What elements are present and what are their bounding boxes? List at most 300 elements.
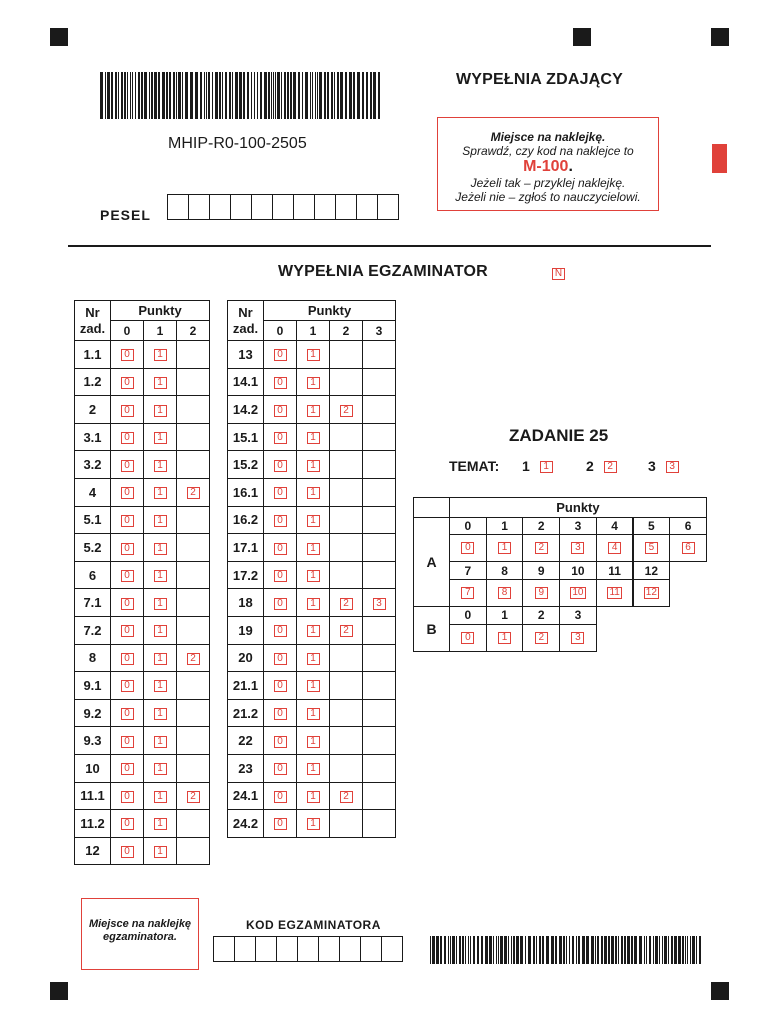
mid-table-score-cell <box>297 672 330 700</box>
mid-table-score-cell <box>297 534 330 562</box>
examiner-code-cell[interactable] <box>318 936 340 962</box>
left-table-row <box>75 561 210 589</box>
task25-a-col-header: 11 <box>596 561 634 580</box>
left-table-score-box[interactable]: 1 <box>154 708 167 720</box>
left-table-score-box[interactable]: 0 <box>121 543 134 555</box>
left-table-score-cell <box>111 672 144 700</box>
mid-table-row <box>228 478 396 506</box>
left-table-score-cell <box>111 423 144 451</box>
left-table-score-cell <box>177 506 210 534</box>
mid-table-row <box>228 672 396 700</box>
examiner-code-cell[interactable] <box>276 936 298 962</box>
mid-table-score-cell <box>363 810 396 838</box>
left-table-row <box>75 727 210 755</box>
task25-b-col-header: 1 <box>486 606 524 625</box>
examiner-code-cell[interactable] <box>234 936 256 962</box>
left-table-task-number: 10 <box>75 754 111 782</box>
left-table-score-box[interactable]: 0 <box>121 570 134 582</box>
mid-table-row <box>228 561 396 589</box>
task25-b-col-header: 3 <box>559 606 597 625</box>
mid-table-score-box[interactable]: 0 <box>274 598 287 610</box>
mid-table-task-number: 22 <box>228 727 264 755</box>
mid-table-score-cell <box>330 589 363 617</box>
topic-option-3[interactable] <box>648 458 679 474</box>
pesel-cell[interactable] <box>251 194 273 220</box>
side-red-mark <box>712 144 727 173</box>
mid-table-task-number: 17.2 <box>228 561 264 589</box>
left-table-score-cell <box>144 478 177 506</box>
mid-table-score-box[interactable]: 1 <box>307 405 320 417</box>
left-table-score-box[interactable]: 1 <box>154 487 167 499</box>
left-table-score-box[interactable]: 0 <box>121 680 134 692</box>
left-table-score-cell <box>111 561 144 589</box>
left-table-score-cell <box>177 754 210 782</box>
mid-table-score-cell <box>264 810 297 838</box>
left-table-score-cell <box>177 810 210 838</box>
left-table-row <box>75 341 210 369</box>
mid-table-score-box[interactable]: 1 <box>307 680 320 692</box>
left-table-score-box[interactable]: 0 <box>121 487 134 499</box>
left-table-score-cell <box>177 837 210 865</box>
pesel-cell[interactable] <box>209 194 231 220</box>
left-table-score-cell <box>144 672 177 700</box>
task25-a-score-cell <box>449 534 487 562</box>
mid-table-score-box[interactable]: 0 <box>274 349 287 361</box>
mid-table-task-number: 21.1 <box>228 672 264 700</box>
left-table-score-cell <box>144 754 177 782</box>
left-table-score-cell <box>177 644 210 672</box>
mid-table-score-box[interactable]: 0 <box>274 818 287 830</box>
task25-a-score-box[interactable]: 5 <box>645 542 658 554</box>
left-table-row <box>75 754 210 782</box>
task25-a-col-header: 0 <box>449 517 487 536</box>
task25-corner-cell <box>413 497 450 518</box>
left-table-score-box[interactable]: 0 <box>121 405 134 417</box>
mid-table-score-cell <box>264 368 297 396</box>
pesel-cell[interactable] <box>167 194 189 220</box>
left-table-score-box[interactable]: 2 <box>187 791 200 803</box>
left-table-score-box[interactable]: 0 <box>121 598 134 610</box>
left-table-score-box[interactable]: 1 <box>154 680 167 692</box>
mid-table-score-cell <box>363 561 396 589</box>
task25-a-col-header: 4 <box>596 517 634 536</box>
mid-table-score-box[interactable]: 1 <box>307 460 320 472</box>
mid-table-score-box[interactable]: 1 <box>307 818 320 830</box>
task25-a-score-box[interactable]: 0 <box>461 542 474 554</box>
left-table-score-box[interactable]: 1 <box>154 570 167 582</box>
left-table-score-cell <box>177 368 210 396</box>
task25-a-score-cell <box>486 534 524 562</box>
mid-table-score-cell <box>330 478 363 506</box>
task25-a-score-cell <box>559 579 597 607</box>
left-table-score-cell <box>144 644 177 672</box>
mid-table-score-cell <box>297 699 330 727</box>
mid-table-score-cell <box>264 727 297 755</box>
mid-table-score-cell <box>363 644 396 672</box>
left-table-nr-label: Nr <box>85 304 100 320</box>
left-table-score-cell <box>111 837 144 865</box>
examiner-sticker-line-2: egzaminatora. <box>103 931 177 943</box>
left-table-row <box>75 396 210 424</box>
sticker-line-1: Miejsce na naklejkę. <box>490 130 606 144</box>
mid-table-score-cell <box>363 423 396 451</box>
task25-a-col-header: 6 <box>669 517 707 536</box>
mid-table-task-number: 24.2 <box>228 810 264 838</box>
examiner-code-cell[interactable] <box>297 936 319 962</box>
mid-table-score-cell <box>264 782 297 810</box>
mid-table-col-header: 3 <box>363 321 396 341</box>
left-table-task-number: 7.1 <box>75 589 111 617</box>
pesel-cell[interactable] <box>356 194 378 220</box>
mid-table-score-cell <box>330 644 363 672</box>
topic-option-2[interactable] <box>586 458 617 474</box>
left-table-score-box[interactable]: 0 <box>121 432 134 444</box>
mid-table-score-box[interactable]: 0 <box>274 763 287 775</box>
examiner-code-cell[interactable] <box>381 936 403 962</box>
mid-table-score-box[interactable]: 0 <box>274 377 287 389</box>
examiner-code-cell[interactable] <box>360 936 382 962</box>
left-table-score-box[interactable]: 0 <box>121 349 134 361</box>
examiner-sticker-placeholder <box>81 898 199 970</box>
task25-a-col-header: 3 <box>559 517 597 536</box>
mid-table-score-cell <box>363 534 396 562</box>
topic-2-box[interactable]: 2 <box>604 461 617 473</box>
barcode-top <box>100 72 383 119</box>
mid-table-task-number: 15.2 <box>228 451 264 479</box>
left-table-col-header: 0 <box>111 321 144 341</box>
left-table-score-box[interactable]: 0 <box>121 708 134 720</box>
mid-table-score-cell <box>297 589 330 617</box>
left-table-score-cell <box>177 478 210 506</box>
pesel-cell[interactable] <box>293 194 315 220</box>
left-table-score-box[interactable]: 1 <box>154 543 167 555</box>
task25-a-score-box[interactable]: 8 <box>498 587 511 599</box>
pesel-cell[interactable] <box>377 194 399 220</box>
mid-table-score-box[interactable]: 1 <box>307 377 320 389</box>
left-table-task-number: 4 <box>75 478 111 506</box>
left-table-score-box[interactable]: 0 <box>121 736 134 748</box>
mid-table-score-box[interactable]: 0 <box>274 515 287 527</box>
sticker-code: M-100 <box>523 158 569 175</box>
mid-table-score-box[interactable]: 0 <box>274 543 287 555</box>
left-table-score-cell <box>111 396 144 424</box>
left-table-task-number: 2 <box>75 396 111 424</box>
registration-mark-top-left <box>50 28 68 46</box>
left-table-score-cell <box>144 341 177 369</box>
pesel-cell[interactable] <box>335 194 357 220</box>
examiner-code-cell[interactable] <box>255 936 277 962</box>
left-table-score-box[interactable]: 1 <box>154 377 167 389</box>
left-table-score-cell <box>177 534 210 562</box>
mid-table-score-box[interactable]: 2 <box>340 791 353 803</box>
task25-b-score-box[interactable]: 1 <box>498 632 511 644</box>
mid-table-row <box>228 616 396 644</box>
sticker-line-2: Sprawdź, czy kod na naklejce to <box>462 144 634 158</box>
left-table-score-box[interactable]: 0 <box>121 846 134 858</box>
left-table-score-cell <box>144 451 177 479</box>
n-checkbox[interactable] <box>552 265 565 283</box>
left-table-task-number: 7.2 <box>75 616 111 644</box>
mid-table-task-number: 14.2 <box>228 396 264 424</box>
mid-table-score-box[interactable]: 0 <box>274 680 287 692</box>
mid-table-row <box>228 644 396 672</box>
mid-table-score-cell <box>297 727 330 755</box>
mid-table-score-cell <box>363 616 396 644</box>
mid-table-score-box[interactable]: 1 <box>307 708 320 720</box>
examiner-code-input[interactable] <box>213 936 403 962</box>
task25-a-score-cell <box>449 579 487 607</box>
left-table-score-box[interactable]: 0 <box>121 763 134 775</box>
task25-score-table <box>413 497 707 654</box>
mid-table-score-box[interactable]: 1 <box>307 487 320 499</box>
left-table-row <box>75 423 210 451</box>
mid-table-task-number: 18 <box>228 589 264 617</box>
examiner-code-label: KOD EGZAMINATORA <box>246 918 381 932</box>
task25-a-score-box[interactable]: 10 <box>572 587 584 599</box>
task25-a-score-cell <box>669 534 707 562</box>
task25-a-score-box[interactable]: 4 <box>608 542 621 554</box>
mid-table-score-cell <box>264 423 297 451</box>
left-table-task-number: 3.1 <box>75 423 111 451</box>
task25-a-score-cell <box>559 534 597 562</box>
left-table-score-box[interactable]: 1 <box>154 791 167 803</box>
mid-table-score-box[interactable]: 1 <box>307 432 320 444</box>
mid-table-score-box[interactable]: 0 <box>274 736 287 748</box>
topic-label: TEMAT: <box>449 458 500 474</box>
left-table-task-number: 9.3 <box>75 727 111 755</box>
task25-a-score-cell <box>522 579 560 607</box>
mid-table-score-box[interactable]: 1 <box>307 763 320 775</box>
mid-table-score-box[interactable]: 0 <box>274 405 287 417</box>
left-table-score-cell <box>144 368 177 396</box>
left-table-score-box[interactable]: 1 <box>154 460 167 472</box>
left-table-score-box[interactable]: 0 <box>121 625 134 637</box>
mid-table-row <box>228 368 396 396</box>
mid-table-score-box[interactable]: 1 <box>307 349 320 361</box>
mid-table-score-cell <box>363 341 396 369</box>
mid-table-score-cell <box>264 506 297 534</box>
mid-table-score-cell <box>330 754 363 782</box>
mid-table-score-cell <box>264 699 297 727</box>
left-table-task-number: 6 <box>75 561 111 589</box>
mid-table-score-cell <box>297 478 330 506</box>
task25-a-score-cell <box>522 534 560 562</box>
left-table-score-box[interactable]: 1 <box>154 625 167 637</box>
mid-table-score-box[interactable]: 1 <box>307 598 320 610</box>
examiner-code-cell[interactable] <box>213 936 235 962</box>
mid-table-task-number: 17.1 <box>228 534 264 562</box>
left-table-score-box[interactable]: 0 <box>121 377 134 389</box>
pesel-cell[interactable] <box>188 194 210 220</box>
mid-table-score-cell <box>330 699 363 727</box>
left-table-col-header: 1 <box>144 321 177 341</box>
left-table-task-number: 1.1 <box>75 341 111 369</box>
left-table-score-box[interactable]: 1 <box>154 405 167 417</box>
left-table-score-cell <box>177 396 210 424</box>
mid-table-row <box>228 589 396 617</box>
left-table-score-cell <box>177 561 210 589</box>
mid-table-score-cell <box>330 368 363 396</box>
left-table-score-cell <box>111 506 144 534</box>
mid-table-row <box>228 782 396 810</box>
left-table-task-number: 5.2 <box>75 534 111 562</box>
mid-table-score-box[interactable]: 1 <box>307 653 320 665</box>
left-table-row <box>75 672 210 700</box>
topic-1-box[interactable]: 1 <box>540 461 553 473</box>
mid-table-score-box[interactable]: 2 <box>340 625 353 637</box>
mid-table-col-header: 0 <box>264 321 297 341</box>
mid-table-score-box[interactable]: 0 <box>274 708 287 720</box>
mid-table-score-box[interactable]: 1 <box>307 543 320 555</box>
left-table-row <box>75 837 210 865</box>
mid-table-row <box>228 534 396 562</box>
task25-a-score-box[interactable]: 1 <box>498 542 511 554</box>
mid-table-score-cell <box>264 589 297 617</box>
mid-table-score-cell <box>297 423 330 451</box>
mid-table-score-box[interactable]: 2 <box>340 405 353 417</box>
topic-option-1[interactable] <box>522 458 553 474</box>
mid-table-score-box[interactable]: 3 <box>373 598 386 610</box>
left-table-score-box[interactable]: 0 <box>121 653 134 665</box>
mid-table-score-cell <box>297 341 330 369</box>
mid-table-score-cell <box>264 672 297 700</box>
topic-3-number: 3 <box>648 458 656 474</box>
mid-table-nr-header <box>228 301 264 341</box>
left-table-score-box[interactable]: 1 <box>154 515 167 527</box>
left-table-score-cell <box>111 616 144 644</box>
task25-a-score-box[interactable]: 9 <box>535 587 548 599</box>
task25-a-score-box[interactable]: 11 <box>609 587 620 599</box>
mid-table-score-cell <box>363 754 396 782</box>
task25-b-score-cell <box>522 624 560 652</box>
mid-table-score-cell <box>297 451 330 479</box>
task25-b-score-box[interactable]: 0 <box>461 632 474 644</box>
mid-table-task-number: 14.1 <box>228 368 264 396</box>
mid-table-score-cell <box>363 368 396 396</box>
left-table-score-box[interactable]: 2 <box>187 653 200 665</box>
left-table-score-cell <box>144 782 177 810</box>
mid-table-score-box[interactable]: 0 <box>274 570 287 582</box>
mid-table-score-cell <box>264 451 297 479</box>
mid-table-score-box[interactable]: 0 <box>274 791 287 803</box>
registration-mark-top-right <box>711 28 729 46</box>
task25-a-score-box[interactable]: 2 <box>535 542 548 554</box>
task25-a-score-box[interactable]: 6 <box>682 542 695 554</box>
mid-table-score-cell <box>330 782 363 810</box>
left-table-score-box[interactable]: 0 <box>121 515 134 527</box>
mid-table-score-cell <box>363 589 396 617</box>
left-table-score-cell <box>111 644 144 672</box>
n-checkbox-label: N <box>552 268 565 280</box>
left-table-score-box[interactable]: 1 <box>154 763 167 775</box>
left-table-score-box[interactable]: 0 <box>121 818 134 830</box>
mid-table-score-box[interactable]: 2 <box>340 598 353 610</box>
mid-table-score-box[interactable]: 1 <box>307 791 320 803</box>
task25-a-col-header: 12 <box>633 561 671 580</box>
task25-a-score-box[interactable]: 3 <box>571 542 584 554</box>
mid-table-score-cell <box>330 341 363 369</box>
sticker-placeholder <box>437 117 659 211</box>
left-table-score-box[interactable]: 1 <box>154 349 167 361</box>
pesel-cell[interactable] <box>272 194 294 220</box>
examiner-code-cell[interactable] <box>339 936 361 962</box>
left-table-task-number: 11.2 <box>75 810 111 838</box>
mid-table-score-cell <box>363 396 396 424</box>
left-table-score-cell <box>177 699 210 727</box>
task25-a-col-header: 8 <box>486 561 524 580</box>
mid-table-score-box[interactable]: 0 <box>274 460 287 472</box>
left-table-score-cell <box>144 616 177 644</box>
left-table-score-box[interactable]: 1 <box>154 736 167 748</box>
mid-table-score-box[interactable]: 0 <box>274 432 287 444</box>
sticker-code-dot: . <box>568 158 573 175</box>
task25-criterion-a: A <box>413 517 450 608</box>
left-table-score-cell <box>111 368 144 396</box>
pesel-cell[interactable] <box>230 194 252 220</box>
left-table-score-cell <box>144 727 177 755</box>
pesel-input[interactable] <box>167 194 399 220</box>
left-table-score-box[interactable]: 1 <box>154 653 167 665</box>
mid-table-score-box[interactable]: 0 <box>274 653 287 665</box>
mid-table-task-number: 20 <box>228 644 264 672</box>
task25-b-score-box[interactable]: 2 <box>535 632 548 644</box>
left-table-task-number: 1.2 <box>75 368 111 396</box>
mid-table-score-cell <box>297 644 330 672</box>
pesel-cell[interactable] <box>314 194 336 220</box>
task25-a-score-cell <box>633 579 671 607</box>
left-table-score-box[interactable]: 1 <box>154 432 167 444</box>
topic-3-box[interactable]: 3 <box>666 461 679 473</box>
mid-table-punkty-header: Punkty <box>264 301 396 321</box>
left-table-score-box[interactable]: 2 <box>187 487 200 499</box>
mid-table-task-number: 13 <box>228 341 264 369</box>
task25-a-score-cell <box>633 534 671 562</box>
task25-b-score-cell <box>559 624 597 652</box>
mid-table-score-cell <box>363 727 396 755</box>
task25-title: ZADANIE 25 <box>509 426 609 445</box>
left-table-nr-header <box>75 301 111 341</box>
mid-table-score-box[interactable]: 1 <box>307 736 320 748</box>
task25-a-score-box[interactable]: 12 <box>645 587 657 599</box>
mid-table-score-cell <box>264 478 297 506</box>
mid-table-task-number: 21.2 <box>228 699 264 727</box>
left-table-score-cell <box>177 451 210 479</box>
left-table-score-box[interactable]: 1 <box>154 598 167 610</box>
left-table-score-box[interactable]: 0 <box>121 791 134 803</box>
left-table-score-box[interactable]: 0 <box>121 460 134 472</box>
mid-table-score-cell <box>297 368 330 396</box>
left-table-score-box[interactable]: 1 <box>154 818 167 830</box>
left-table-score-box[interactable]: 1 <box>154 846 167 858</box>
mid-table-task-number: 23 <box>228 754 264 782</box>
mid-table-row <box>228 506 396 534</box>
mid-table-score-cell <box>363 478 396 506</box>
mid-table-task-number: 16.2 <box>228 506 264 534</box>
task25-b-score-box[interactable]: 3 <box>571 632 584 644</box>
task25-a-score-box[interactable]: 7 <box>461 587 474 599</box>
left-table-task-number: 5.1 <box>75 506 111 534</box>
mid-table-score-box[interactable]: 1 <box>307 570 320 582</box>
left-table-score-cell <box>144 837 177 865</box>
left-table-score-cell <box>144 506 177 534</box>
mid-table-score-box[interactable]: 0 <box>274 487 287 499</box>
mid-table-score-cell <box>297 782 330 810</box>
mid-table-score-box[interactable]: 0 <box>274 625 287 637</box>
left-table-task-number: 3.2 <box>75 451 111 479</box>
examiner-sticker-line-1: Miejsce na naklejkę <box>88 918 192 930</box>
mid-table-score-box[interactable]: 1 <box>307 515 320 527</box>
mid-table-score-box[interactable]: 1 <box>307 625 320 637</box>
